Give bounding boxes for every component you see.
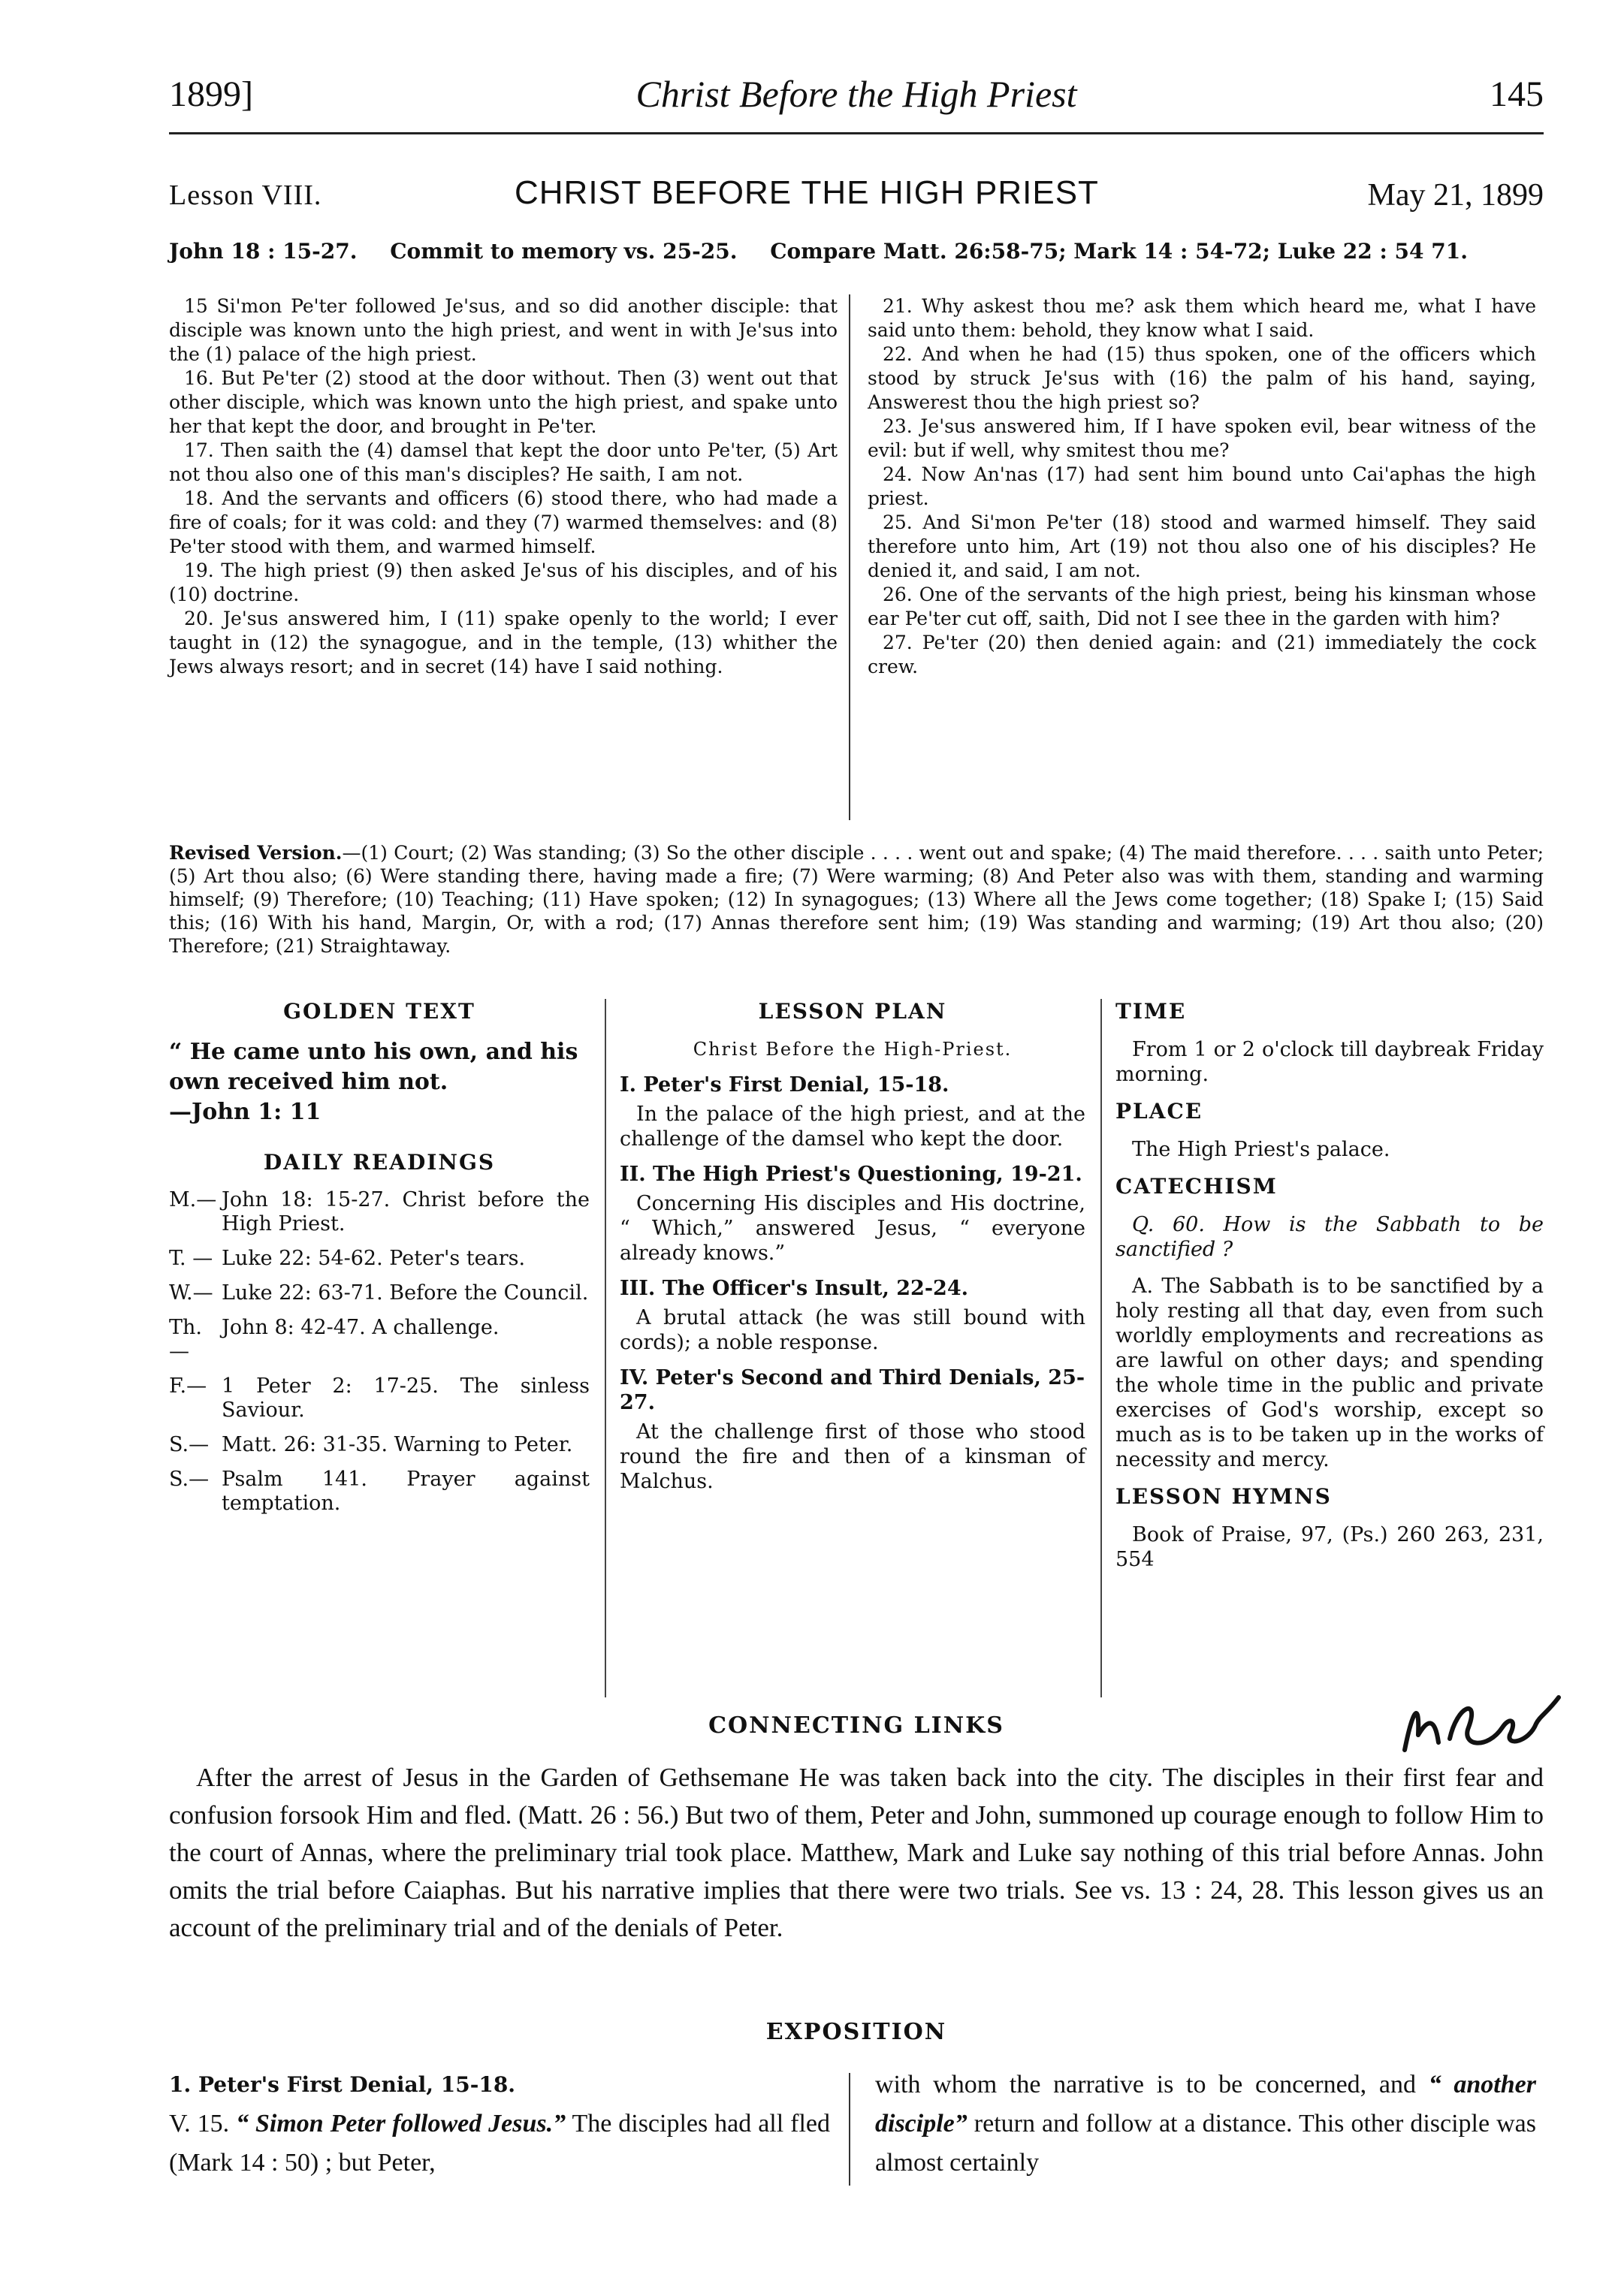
memory-ref: Commit to memory vs. 25-25. <box>390 239 738 264</box>
quoted-text: “ another disciple” <box>875 2071 1536 2138</box>
catechism-heading: CATECHISM <box>1115 1174 1278 1199</box>
exposition-column-right <box>875 2065 1536 2183</box>
verse: 19. The high priest (9) then asked Je'sus of his disciples, and of his (10) doctrine. <box>169 560 838 605</box>
verse: 24. Now An'nas (17) had sent him bound unto Cai'aphas the high priest. <box>868 463 1536 509</box>
lesson-references <box>169 239 1544 264</box>
exposition-text: return and follow at a distance. This other disciple was almost certainly <box>875 2110 1536 2177</box>
verse: 23. Je'sus answered him, If I have spoken evil, bear witness of the evil: but if well, why smitest thou me? <box>868 415 1536 461</box>
plan-section-body: At the challenge first of those who stood round the fire and then of a kinsman of Malchus. <box>620 1420 1085 1493</box>
page-number: 145 <box>1490 74 1544 114</box>
header-rule <box>169 132 1544 134</box>
place-heading: PLACE <box>1115 1099 1203 1124</box>
plan-section-head: I. Peter's First Denial, 15-18. <box>620 1073 949 1097</box>
quoted-text: “ Simon Peter followed Jesus.” <box>236 2110 566 2138</box>
list-item <box>169 1281 590 1305</box>
running-head-title: Christ Before the High Priest <box>635 73 1077 115</box>
plan-section-body: A brutal attack (he was still bound with cords); a noble response. <box>620 1306 1085 1354</box>
compare-ref: Compare Matt. 26:58-75; Mark 14 : 54-72; Luke 22 : 54 71. <box>770 239 1468 264</box>
reading-text: John 18: 15-27. Christ before the High Priest. <box>222 1188 590 1235</box>
exposition-column-left <box>169 2065 830 2183</box>
verse: 17. Then saith the (4) damsel that kept the door unto Pe'ter, (5) Art not thou also one of this man's disciples? He saith, I am not. <box>169 439 838 485</box>
golden-text <box>169 1037 590 1127</box>
plan-section-head: III. The Officer's Insult, 22-24. <box>620 1277 969 1300</box>
hymns-heading: LESSON HYMNS <box>1115 1484 1332 1509</box>
column-time-place-catechism <box>1115 999 1544 1584</box>
connecting-links-heading: CONNECTING LINKS <box>708 1712 1004 1739</box>
list-item <box>169 1468 590 1516</box>
reading-day: M.— <box>169 1188 217 1211</box>
verse: 25. And Si'mon Pe'ter (18) stood and warmed himself. They said therefore unto him, Art (19) not thou also one of his disciples? He denied it, and said, I am not. <box>868 511 1536 581</box>
reading-day: W.— <box>169 1281 213 1305</box>
catechism-answer: A. The Sabbath is to be sanctified by a holy resting all that day, even from such worldly employments and recreations as are lawful on other days; and spending the whole time in the public and private exercises of God's worship, except so much as is to be taken up in the works of necessity and mercy. <box>1115 1275 1544 1471</box>
golden-text-heading: GOLDEN TEXT <box>283 999 475 1024</box>
exposition-text: The disciples had all fled (Mark 14 : 50) ; but Peter, <box>169 2110 830 2177</box>
column-lesson-plan <box>620 999 1085 1504</box>
revised-version <box>169 841 1544 958</box>
running-head-year: 1899] <box>169 74 253 114</box>
golden-text-quote: “ He came unto his own, and his own received him not. <box>169 1039 578 1095</box>
scripture-text <box>169 294 1544 835</box>
column-divider <box>605 999 606 1697</box>
reading-day: S.— <box>169 1468 210 1491</box>
list-item <box>169 1247 590 1271</box>
reading-text: Matt. 26: 31-35. Warning to Peter. <box>222 1433 573 1456</box>
exposition <box>169 2065 1544 2216</box>
column-divider <box>849 2073 850 2186</box>
list-item <box>169 1433 590 1457</box>
reading-text: Luke 22: 63-71. Before the Council. <box>222 1281 589 1305</box>
running-head <box>169 69 1544 129</box>
plan-section-body: In the palace of the high priest, and at the challenge of the damsel who kept the door. <box>620 1103 1085 1151</box>
verse: 20. Je'sus answered him, I (11) spake openly to the world; I ever taught in (12) the synagogue, and in the temple, (13) whither the Jews always resort; and in secret (14) have I said nothing. <box>169 608 838 677</box>
lesson-date: May 21, 1899 <box>1367 178 1544 213</box>
reading-day: Th.— <box>169 1316 202 1363</box>
verse-ref: V. 15. <box>169 2110 237 2138</box>
lesson-header <box>169 174 1544 219</box>
exposition-paragraph <box>169 2104 830 2183</box>
plan-section-head: IV. Peter's Second and Third Denials, 25-27. <box>620 1366 1085 1414</box>
scripture-column-right <box>868 294 1536 679</box>
list-item <box>169 1316 590 1364</box>
verse: 15 Si'mon Pe'ter followed Je'sus, and so did another disciple: that disciple was known unto the high priest, and went in with Je'sus into the (1) palace of the high priest. <box>169 295 838 365</box>
reading-day: S.— <box>169 1433 210 1456</box>
verse: 27. Pe'ter (20) then denied again: and (21) immediately the cock crew. <box>868 632 1536 677</box>
exposition-section-head: 1. Peter's First Denial, 15-18. <box>169 2072 516 2097</box>
verse: 22. And when he had (15) thus spoken, one of the officers which stood by struck Je'sus with (16) the palm of his hand, saying, Answerest thou the high priest so? <box>868 343 1536 413</box>
time-heading: TIME <box>1115 999 1187 1024</box>
column-divider <box>849 294 850 820</box>
scripture-column-left <box>169 294 838 679</box>
exposition-text: with whom the narrative is to be concerned, and <box>875 2071 1429 2098</box>
reading-text: Luke 22: 54-62. Peter's tears. <box>222 1247 526 1270</box>
verse: 26. One of the servants of the high priest, being his kinsman whose ear Pe'ter cut off, saith, Did not I see thee in the garden with him? <box>868 584 1536 629</box>
reading-text: John 8: 42-47. A challenge. <box>222 1316 500 1339</box>
golden-text-ref: —John 1: 11 <box>169 1099 321 1125</box>
lesson-aids <box>169 999 1544 1705</box>
exposition-heading: EXPOSITION <box>765 2019 947 2045</box>
lesson-plan-heading: LESSON PLAN <box>758 999 947 1024</box>
verse: 16. But Pe'ter (2) stood at the door without. Then (3) went out that other disciple, which was known unto the high priest, and spake unto her that kept the door, and brought in Pe'ter. <box>169 367 838 437</box>
verse: 21. Why askest thou me? ask them which heard me, what I have said unto them: behold, they know what I said. <box>868 295 1536 341</box>
column-divider <box>1100 999 1102 1697</box>
hymns-text: Book of Praise, 97, (Ps.) 260 263, 231, 554 <box>1115 1523 1544 1571</box>
plan-section-head: II. The High Priest's Questioning, 19-21. <box>620 1163 1082 1186</box>
revised-version-label: Revised Version. <box>169 842 343 864</box>
reading-text: 1 Peter 2: 17-25. The sinless Saviour. <box>222 1374 590 1422</box>
daily-readings-heading: DAILY READINGS <box>263 1150 496 1175</box>
catechism-question: Q. 60. How is the Sabbath to be sanctified ? <box>1115 1213 1544 1261</box>
revised-version-text: —(1) Court; (2) Was standing; (3) So the other disciple . . . . went out and spake; (4) The maid therefore. . . . saith unto Peter; (5) Art thou also; (6) Were standing there, having made a fire; (7) Were warming; (8) And Peter also was with them, standing and warming himself; (9) Therefore; (10) Teaching; (11) Have spoken; (12) In synagogues; (13) Where all the Jews come together; (18) Spake I; (15) Said this; (16) With his hand, Margin, Or, with a rod; (17) Annas therefore sent him; (19) Was standing and warming; (19) Art thou also; (20) Therefore; (21) Straightaway. <box>169 842 1544 957</box>
list-item <box>169 1188 590 1236</box>
place-text: The High Priest's palace. <box>1132 1138 1390 1161</box>
time-text: From 1 or 2 o'clock till daybreak Friday morning. <box>1115 1038 1544 1086</box>
plan-section-body: Concerning His disciples and His doctrine, “ Which,” answered Jesus, “ everyone already knows.” <box>620 1192 1085 1265</box>
verse: 18. And the servants and officers (6) stood there, who had made a fire of coals; for it was cold: and they (7) warmed themselves: and (8) Pe'ter stood with them, and warmed himself. <box>169 487 838 557</box>
lesson-number: Lesson VIII. <box>169 180 322 211</box>
column-golden-readings <box>169 999 590 1526</box>
reading-day: F.— <box>169 1374 207 1398</box>
lesson-plan-subtitle: Christ Before the High-Priest. <box>693 1039 1013 1060</box>
lesson-title: CHRIST BEFORE THE HIGH PRIEST <box>515 174 1099 211</box>
reading-text: Psalm 141. Prayer against temptation. <box>222 1468 590 1515</box>
passage-ref: John 18 : 15-27. <box>169 239 358 264</box>
reading-day: T. — <box>169 1247 213 1270</box>
list-item <box>169 1374 590 1423</box>
connecting-links-text: After the arrest of Jesus in the Garden of Gethsemane He was taken back into the city. The disciples in their first fear and confusion forsook Him and fled. (Matt. 26 : 56.) But two of them, Peter and John, summoned up courage enough to follow Him to the court of Annas, where the preliminary trial took place. Matthew, Mark and Luke say nothing of this trial before Annas. John omits the trial before Caiaphas. But his narrative implies that there were two trials. See vs. 13 : 24, 28. This lesson gives us an account of the preliminary trial and of the denials of Peter. <box>169 1763 1544 1942</box>
